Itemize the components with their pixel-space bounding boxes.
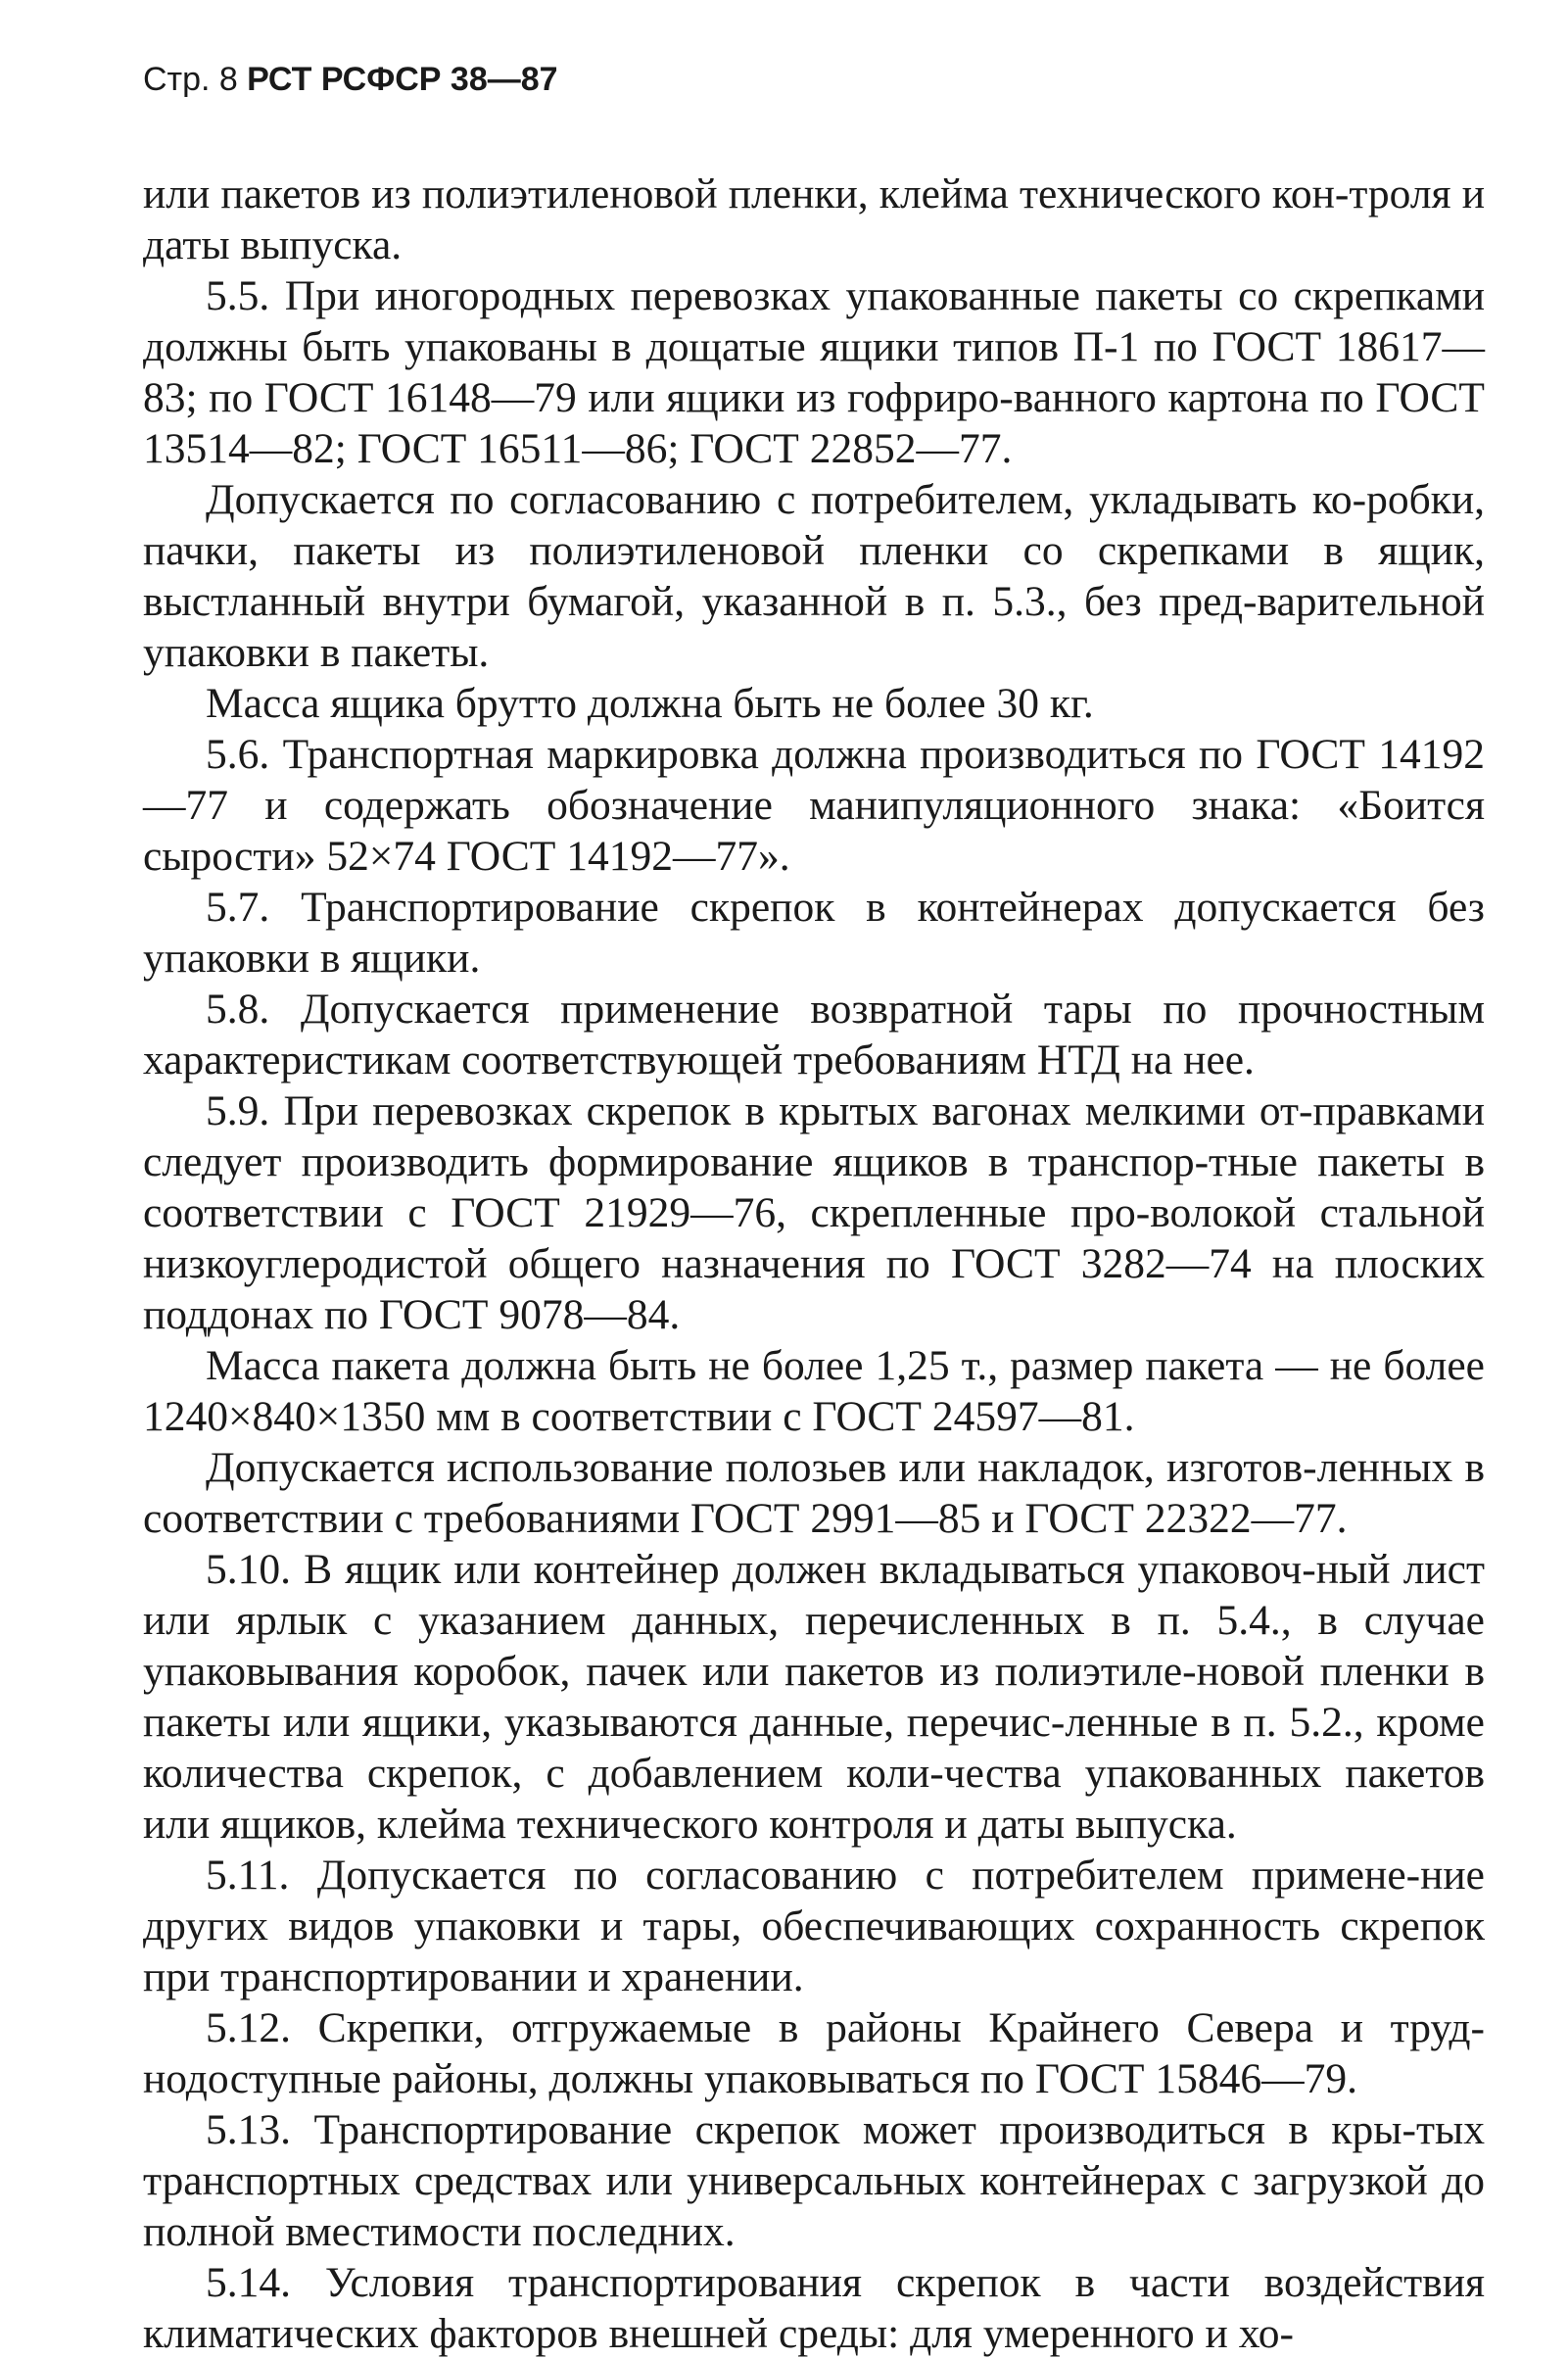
paragraph-5-9-package-mass: Масса пакета должна быть не более 1,25 т., размер пакета — не более 1240×840×1350 мм в соответствии с ГОСТ 24597—81. <box>143 1342 1485 1440</box>
paragraph-5-5: 5.5. При иногородных перевозках упакованные пакеты со скрепками должны быть упакованы в дощатые ящики типов П-1 по ГОСТ 18617—83; по ГОСТ 16148—79 или ящики из гофриро-ванного картона по ГОСТ 13514—82; ГОСТ 16511—86; ГОСТ 22852—77. <box>143 272 1485 472</box>
paragraph-5-5-allowance: Допускается по согласованию с потребителем, укладывать ко-робки, пачки, пакеты из полиэтиленовой пленки со скрепками в ящик, выстланный внутри бумагой, указанной в п. 5.3., без пред-варительной упаковки в пакеты. <box>143 476 1485 676</box>
body-text <box>143 168 1485 2359</box>
page-number: Стр. 8 <box>143 61 238 98</box>
paragraph-5-11: 5.11. Допускается по согласованию с потребителем примене-ние других видов упаковки и тары, обеспечивающих сохранность скрепок при транспортировании и хранении. <box>143 1852 1485 2000</box>
paragraph-5-6: 5.6. Транспортная маркировка должна производиться по ГОСТ 14192—77 и содержать обозначение манипуляционного знака: «Боится сырости» 52×74 ГОСТ 14192—77». <box>143 731 1485 880</box>
page-header <box>143 57 558 102</box>
paragraph-5-5-box-mass: Масса ящика брутто должна быть не более 30 кг. <box>206 680 1094 727</box>
paragraph-5-13: 5.13. Транспортирование скрепок может производиться в кры-тых транспортных средствах или универсальных контейнерах с загрузкой до полной вместимости последних. <box>143 2106 1485 2255</box>
paragraph-5-10: 5.10. В ящик или контейнер должен вкладываться упаковоч-ный лист или ярлык с указанием данных, перечисленных в п. 5.4., в случае упаковывания коробок, пачек или пакетов из полиэтиле-новой пленки в пакеты или ящики, указываются данные, перечис-ленные в п. 5.2., кроме количества скрепок, с добавлением коли-чества упакованных пакетов или ящиков, клейма технического контроля и даты выпуска. <box>143 1546 1485 1848</box>
paragraph-5-8: 5.8. Допускается применение возвратной тары по прочностным характеристикам соответствующей требованиям НТД на нее. <box>143 986 1485 1083</box>
paragraph-5-14: 5.14. Условия транспортирования скрепок в части воздействия климатических факторов внешней среды: для умеренного и хо- <box>143 2259 1485 2357</box>
document-code: РСТ РСФСР 38—87 <box>247 61 558 98</box>
paragraph-5-9-skids: Допускается использование полозьев или накладок, изготов-ленных в соответствии с требованиями ГОСТ 2991—85 и ГОСТ 22322—77. <box>143 1444 1485 1542</box>
paragraph-5-9: 5.9. При перевозках скрепок в крытых вагонах мелкими от-правками следует производить формирование ящиков в транспор-тные пакеты в соответствии с ГОСТ 21929—76, скрепленные про-волокой стальной низкоуглеродистой общего назначения по ГОСТ 3282—74 на плоских поддонах по ГОСТ 9078—84. <box>143 1087 1485 1338</box>
paragraph-5-12: 5.12. Скрепки, отгружаемые в районы Крайнего Севера и труд-нодоступные районы, должны упаковываться по ГОСТ 15846—79. <box>143 2004 1485 2102</box>
paragraph-5-7: 5.7. Транспортирование скрепок в контейнерах допускается без упаковки в ящики. <box>143 884 1485 982</box>
paragraph-continuation: или пакетов из полиэтиленовой пленки, клейма технического кон-троля и даты выпуска. <box>143 170 1485 268</box>
